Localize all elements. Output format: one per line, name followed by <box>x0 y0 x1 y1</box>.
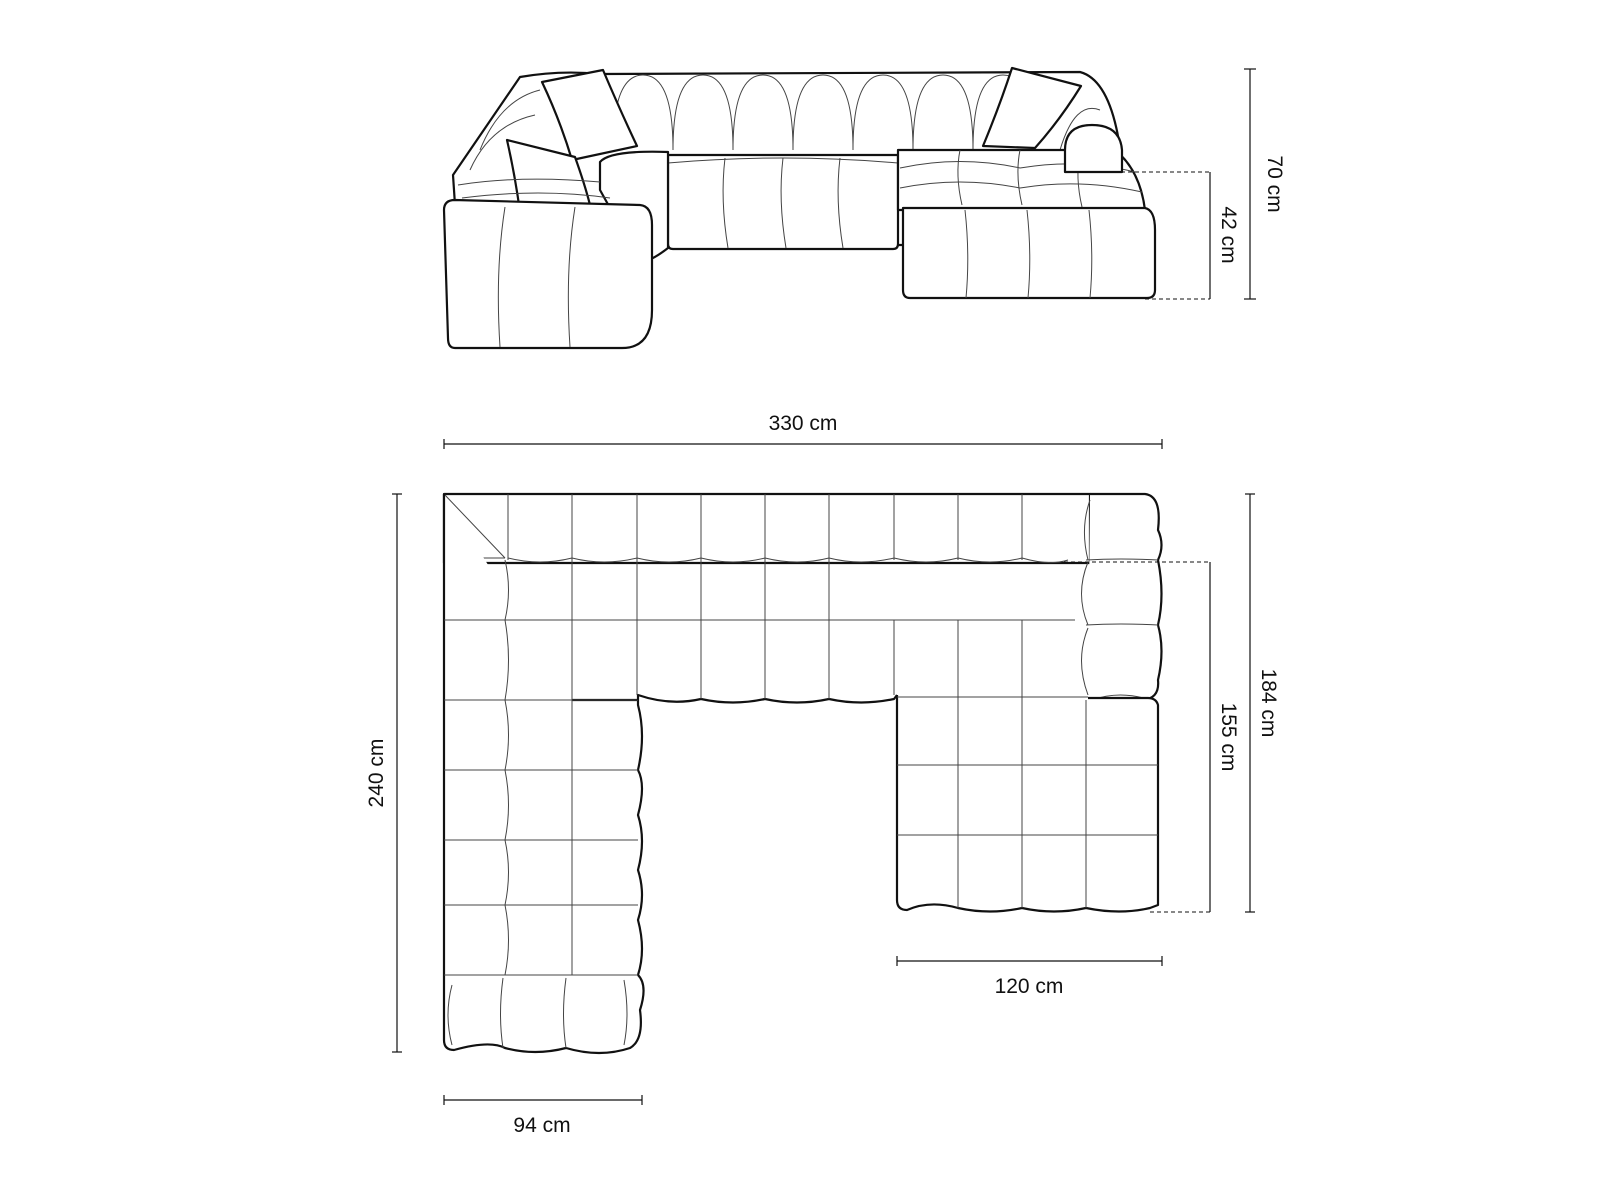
chaise-depth-label: 155 cm <box>1217 702 1240 772</box>
top-back-band <box>444 494 1090 563</box>
dimension-overall-height <box>1244 69 1286 299</box>
dimension-arm-width <box>444 1095 642 1137</box>
overall-height-label: 70 cm <box>1263 155 1286 213</box>
front-middle-seat <box>668 155 898 249</box>
arm-width-label: 94 cm <box>513 1114 571 1137</box>
top-left-column <box>444 494 644 1053</box>
top-right-chaise <box>897 695 1158 912</box>
seat-height-label: 42 cm <box>1217 206 1240 264</box>
dimension-right-depth <box>1245 494 1280 912</box>
sofa-front-view <box>444 68 1155 348</box>
chaise-width-label: 120 cm <box>994 975 1064 998</box>
sofa-top-view <box>444 494 1162 1053</box>
top-right-arm <box>1088 494 1162 700</box>
top-middle-seats <box>638 695 897 703</box>
left-depth-label: 240 cm <box>365 738 388 808</box>
front-right-arm <box>1065 125 1122 172</box>
total-width-label: 330 cm <box>768 412 838 435</box>
dimension-left-depth <box>365 494 402 1052</box>
top-middle-seat-lines <box>637 560 829 699</box>
front-left-arm <box>444 200 652 348</box>
right-depth-label: 184 cm <box>1257 668 1280 738</box>
dimension-chaise-width <box>897 956 1162 998</box>
dimension-total-width <box>444 412 1162 449</box>
